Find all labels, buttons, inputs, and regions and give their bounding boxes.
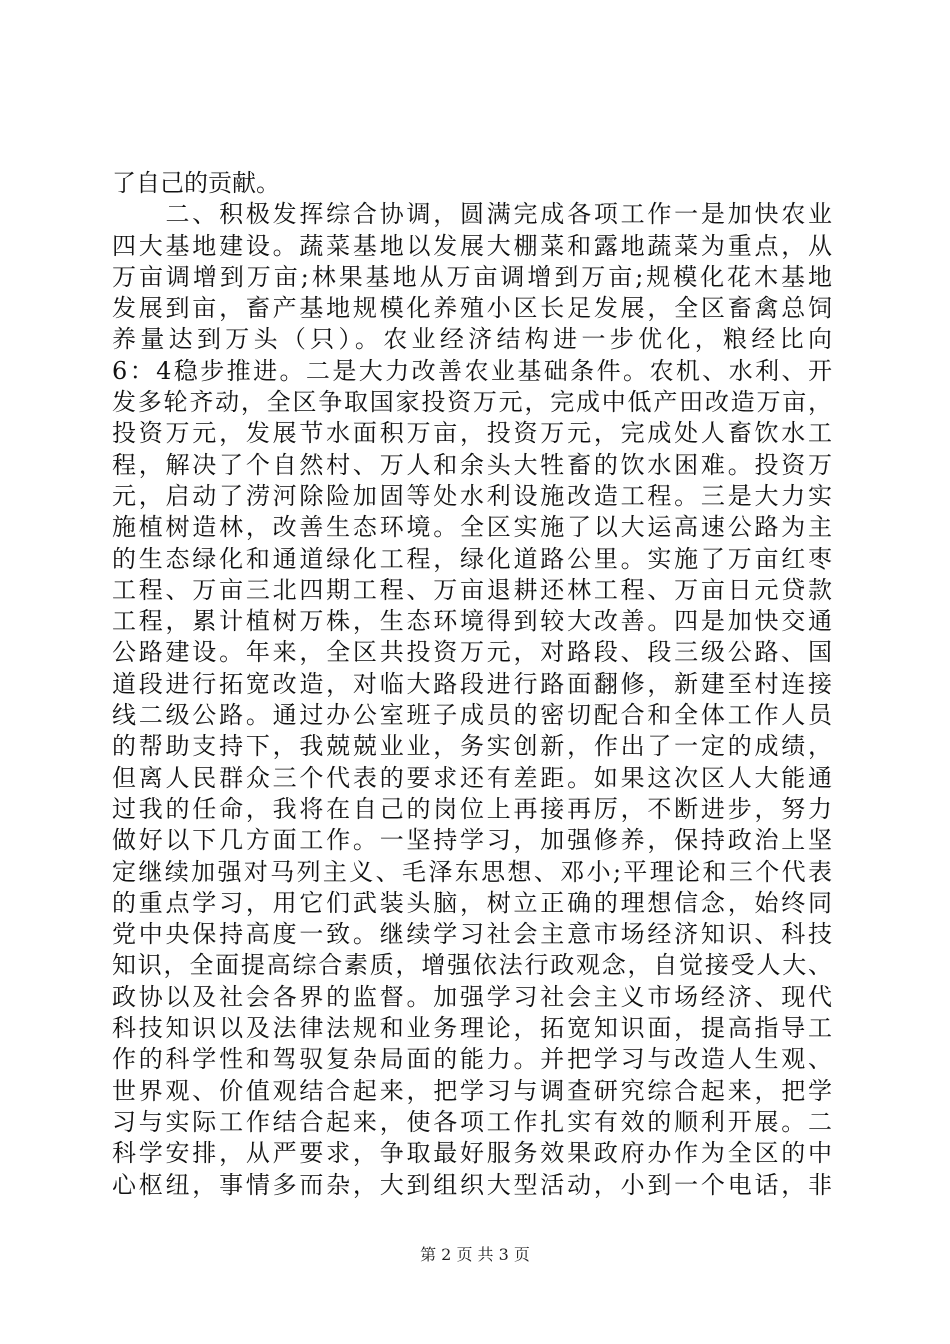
text-line: 四大基地建设。蔬菜基地以发展大棚菜和露地蔬菜为重点，从: [112, 231, 832, 260]
text-line: 线二级公路。通过办公室班子成员的密切配合和全体工作人员: [112, 701, 832, 730]
text-line: 公路建设。年来，全区共投资万元，对路段、段三级公路、国: [112, 638, 832, 667]
text-line: 作的科学性和驾驭复杂局面的能力。并把学习与改造人生观、: [112, 1045, 832, 1074]
text-line: 投资万元，发展节水面积万亩，投资万元，完成处人畜饮水工: [112, 419, 832, 448]
text-line: 万亩调增到万亩;林果基地从万亩调增到万亩;规模化花木基地: [112, 262, 832, 291]
text-line: 工程、万亩三北四期工程、万亩退耕还林工程、万亩日元贷款: [112, 575, 832, 604]
text-line: 发多轮齐动，全区争取国家投资万元，完成中低产田改造万亩，: [112, 388, 832, 417]
text-line: 世界观、价值观结合起来，把学习与调查研究综合起来，把学: [112, 1076, 832, 1105]
text-line: 科技知识以及法律法规和业务理论，拓宽知识面，提高指导工: [112, 1014, 832, 1043]
text-line: 政协以及社会各界的监督。加强学习社会主义市场经济、现代: [112, 982, 832, 1011]
body-text: [112, 168, 832, 1201]
text-line: 元，启动了涝河除险加固等处水利设施改造工程。三是大力实: [112, 481, 832, 510]
text-line: 的生态绿化和通道绿化工程，绿化道路公里。实施了万亩红枣: [112, 544, 832, 573]
text-line: 发展到亩，畜产基地规模化养殖小区长足发展，全区畜禽总饲: [112, 294, 832, 323]
text-line: 做好以下几方面工作。一坚持学习，加强修养，保持政治上坚: [112, 826, 832, 855]
text-line: 6：4稳步推进。二是大力改善农业基础条件。农机、水利、开: [112, 356, 832, 385]
text-line: 心枢纽，事情多而杂，大到组织大型活动，小到一个电话，非: [112, 1170, 832, 1199]
text-line: 了自己的贡献。: [112, 169, 280, 197]
text-line: 二、积极发挥综合协调，圆满完成各项工作一是加快农业: [112, 200, 832, 229]
text-line: 施植树造林，改善生态环境。全区实施了以大运高速公路为主: [112, 513, 832, 542]
text-line: 道段进行拓宽改造，对临大路段进行路面翻修，新建至村连接: [112, 669, 832, 698]
page-number-footer: 第 2 页 共 3 页: [420, 1245, 530, 1264]
text-line: 科学安排，从严要求，争取最好服务效果政府办作为全区的中: [112, 1139, 832, 1168]
text-line: 但离人民群众三个代表的要求还有差距。如果这次区人大能通: [112, 763, 832, 792]
text-line: 知识，全面提高综合素质，增强依法行政观念，自觉接受人大、: [112, 951, 832, 980]
text-line: 定继续加强对马列主义、毛泽东思想、邓小;平理论和三个代表: [112, 857, 832, 886]
text-line: 过我的任命，我将在自己的岗位上再接再厉，不断进步，努力: [112, 794, 832, 823]
text-line: 的重点学习，用它们武装头脑，树立正确的理想信念，始终同: [112, 888, 832, 917]
text-line: 程，解决了个自然村、万人和余头大牲畜的饮水困难。投资万: [112, 450, 832, 479]
text-line: 养量达到万头（只）。农业经济结构进一步优化，粮经比向: [112, 325, 832, 354]
text-line: 工程，累计植树万株，生态环境得到较大改善。四是加快交通: [112, 607, 832, 636]
text-line: 党中央保持高度一致。继续学习社会主意市场经济知识、科技: [112, 920, 832, 949]
text-line: 的帮助支持下，我兢兢业业，务实创新，作出了一定的成绩，: [112, 732, 832, 761]
text-line: 习与实际工作结合起来，使各项工作扎实有效的顺利开展。二: [112, 1107, 832, 1136]
